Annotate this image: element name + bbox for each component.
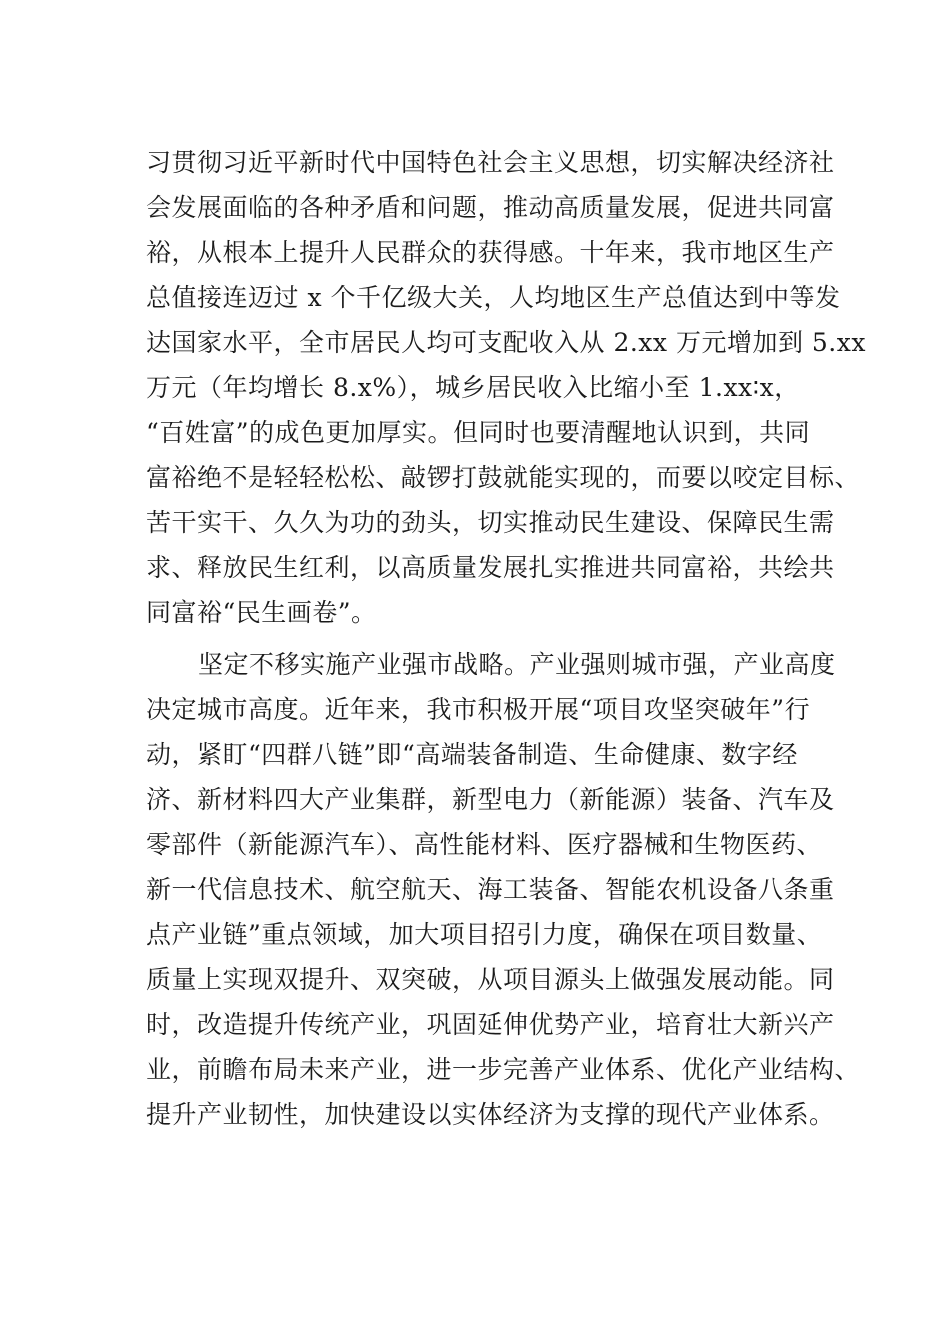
- text-line: 点产业链”重点领域，加大项目招引力度，确保在项目数量、: [146, 920, 823, 949]
- paragraph-1: [146, 140, 866, 635]
- text-line: 动，紧盯“四群八链”即“高端装备制造、生命健康、数字经: [146, 740, 798, 769]
- text-line: 提升产业韧性，加快建设以实体经济为支撑的现代产业体系。: [146, 1100, 835, 1129]
- paragraph-spacer: [146, 635, 826, 642]
- text-line: 总值接连迈过 x 个千亿级大关，人均地区生产总值达到中等发: [146, 283, 841, 312]
- text-line: 质量上实现双提升、双突破，从项目源头上做强发展动能。同: [146, 965, 835, 994]
- text-line: 会发展面临的各种矛盾和问题，推动高质量发展，促进共同富: [146, 193, 835, 222]
- text-line: 苦干实干、久久为功的劲头，切实推动民生建设、保障民生需: [146, 508, 835, 537]
- text-line: 富裕绝不是轻轻松松、敲锣打鼓就能实现的，而要以咬定目标、: [146, 463, 861, 492]
- text-line: 零部件（新能源汽车）、高性能材料、医疗器械和生物医药、: [146, 830, 823, 859]
- text-line: 时，改造提升传统产业，巩固延伸优势产业，培育壮大新兴产: [146, 1010, 835, 1039]
- text-line: 习贯彻习近平新时代中国特色社会主义思想，切实解决经济社: [146, 148, 835, 177]
- text-line: 万元（年均增长 8.x%），城乡居民收入比缩小至 1.xx∶x，: [146, 373, 800, 402]
- text-line: 求、释放民生红利，以高质量发展扎实推进共同富裕，共绘共: [146, 553, 835, 582]
- text-line: 同富裕“民生画卷”。: [146, 598, 377, 627]
- text-line: 裕，从根本上提升人民群众的获得感。十年来，我市地区生产: [146, 238, 835, 267]
- text-line-first: 坚定不移实施产业强市战略。产业强则城市强，产业高度: [198, 650, 836, 679]
- text-line: 业，前瞻布局未来产业，进一步完善产业体系、优化产业结构、: [146, 1055, 861, 1084]
- paragraph-2: [146, 642, 861, 1137]
- text-line: 新一代信息技术、航空航天、海工装备、智能农机设备八条重: [146, 875, 835, 904]
- text-line: 决定城市高度。近年来，我市积极开展“项目攻坚突破年”行: [146, 695, 811, 724]
- document-body: [146, 140, 866, 1137]
- text-line: “百姓富”的成色更加厚实。但同时也要清醒地认识到，共同: [146, 418, 811, 447]
- text-line: 达国家水平，全市居民人均可支配收入从 2.xx 万元增加到 5.xx: [146, 328, 866, 357]
- text-line: 济、新材料四大产业集群，新型电力（新能源）装备、汽车及: [146, 785, 835, 814]
